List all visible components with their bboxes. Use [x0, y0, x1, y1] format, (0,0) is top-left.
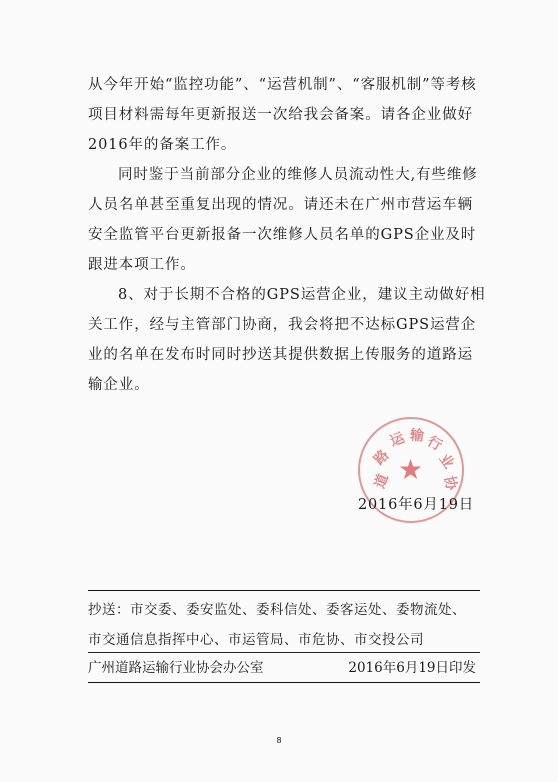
- cc-line-1: 抄送：市交委、委安监处、委科信处、委客运处、委物流处、: [88, 602, 466, 618]
- top-divider: [88, 590, 480, 591]
- middle-divider: [88, 652, 480, 653]
- official-seal: 道 路 运 输 行 业 协 ★: [358, 417, 464, 523]
- paragraph-maintenance-staff: 同时鉴于当前部分企业的维修人员流动性大,有些维修人员名单甚至重复出现的情况。请还未在广州市营运车辆安全监管平台更新报备一次维修人员名单的GPS企业及时跟进本项工作。: [88, 167, 478, 273]
- paragraph-item-8: 8、对于长期不合格的GPS运营企业，建议主动做好相关工作，经与主管部门协商，我会将把不达标GPS运营企业的名单在发布时同时抄送其提供数据上传服务的道路运输企业。: [88, 287, 486, 393]
- paragraph-archive-requirement: 从今年开始“监控功能”、“运营机制”、“客服机制”等考核项目材料需每年更新报送一次给我会备案。请各企业做好2016年的备案工作。: [88, 77, 477, 153]
- issue-date: 2016年6月19日印发: [348, 660, 476, 676]
- bottom-divider: [88, 682, 480, 683]
- cc-line-2: 市交通信息指挥中心、市运管局、市危协、市交投公司: [88, 632, 424, 648]
- issuing-office: 广州道路运输行业协会办公室: [88, 660, 264, 676]
- cc-list: [88, 595, 488, 655]
- page-number: 8: [276, 736, 282, 745]
- seal-star-icon: ★: [398, 453, 424, 486]
- signature-date: 2016年6月19日: [358, 497, 475, 513]
